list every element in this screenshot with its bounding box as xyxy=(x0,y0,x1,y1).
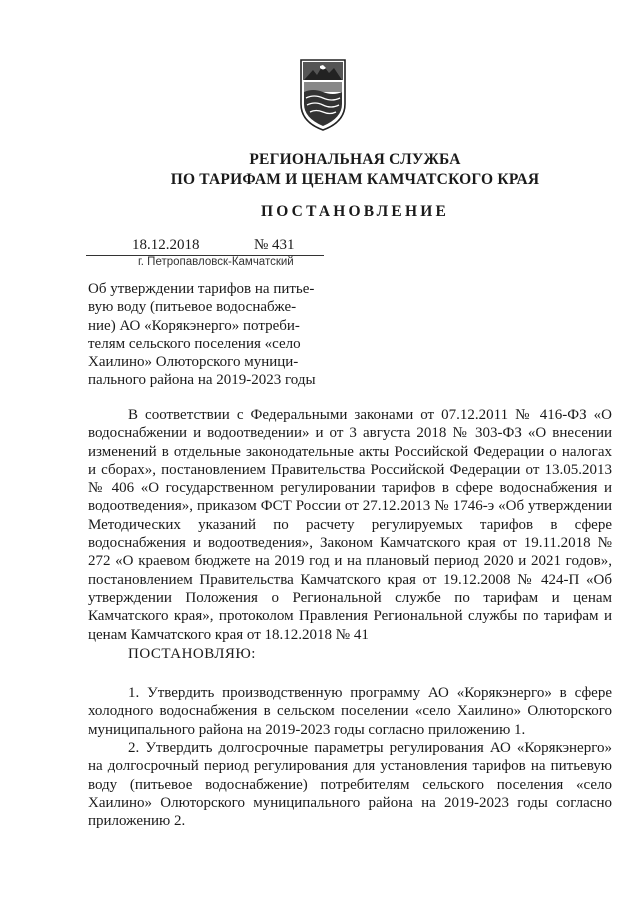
subject-line: ние) АО «Корякэнерго» потреби- xyxy=(88,317,300,334)
document-number: № 431 xyxy=(254,237,295,253)
kamchatka-coat-of-arms-icon xyxy=(298,58,348,132)
preamble-paragraph: В соответствии с Федеральными законами от 07.12.2011 № 416-ФЗ «О водоснабжении и водоотведении» и от 3 августа 2018 № 303-ФЗ «О внесении изменений в отдельные законодательные акты Российской Федерации о налогах и сборах», постановлением Правительства Российской Федерации от 13.05.2013 № 406 «О государственном регулировании тарифов в сфере водоснабжения и водоотведения», приказом ФСТ России от 27.12.2013 № 1746-э «Об утверждении Методических указаний по расчету регулируемых тарифов в сфере водоснабжения и водоотведения», Законом Камчатского края от 19.11.2018 № 272 «О краевом бюджете на 2019 год и на плановый период 2020 и 2021 годов», постановлением Правительства Камчатского края от 19.12.2008 № 424-П «Об утверждении Положения о Региональной службе по тарифам и ценам Камчатского края», протоколом Правления Региональной службы по тарифам и ценам Камчатского края от 18.12.2018 № 41 xyxy=(88,407,612,643)
header-line-1: РЕГИОНАЛЬНАЯ СЛУЖБА xyxy=(249,151,461,168)
subject-line: Хаилино» Олюторского муници- xyxy=(88,354,299,371)
resolution-item-2: 2. Утвердить долгосрочные параметры регулирования АО «Корякэнерго» на долгосрочный период регулирования для установления тарифов на питьевую воду (питьевое водоснабжение) потребителям сельского поселения «село Хаилино» Олюторского муниципального района на 2019-2023 годы согласно приложению 2. xyxy=(88,740,612,830)
document-type: ПОСТАНОВЛЕНИЕ xyxy=(260,203,450,220)
date-number-line xyxy=(86,237,324,256)
document-city: г. Петропавловск-Камчатский xyxy=(138,256,294,268)
subject-line: вую воду (питьевое водоснабже- xyxy=(88,299,297,316)
document-date: 18.12.2018 xyxy=(132,237,200,253)
subject-line: Об утверждении тарифов на питье- xyxy=(88,281,315,297)
subject-line: телям сельского поселения «село xyxy=(88,335,301,352)
subject-line: пального района на 2019-2023 годы xyxy=(88,372,316,389)
document-subject xyxy=(88,280,318,390)
header-line-2: ПО ТАРИФАМ И ЦЕНАМ КАМЧАТСКОГО КРАЯ xyxy=(170,171,540,188)
resolve-heading: ПОСТАНОВЛЯЮ: xyxy=(128,646,256,662)
resolution-item-1: 1. Утвердить производственную программу АО «Корякэнерго» в сфере холодного водоснабжения в сельском поселении «село Хаилино» Олюторского муниципального района на 2019-2023 годы согласно приложению 1. xyxy=(88,685,612,738)
